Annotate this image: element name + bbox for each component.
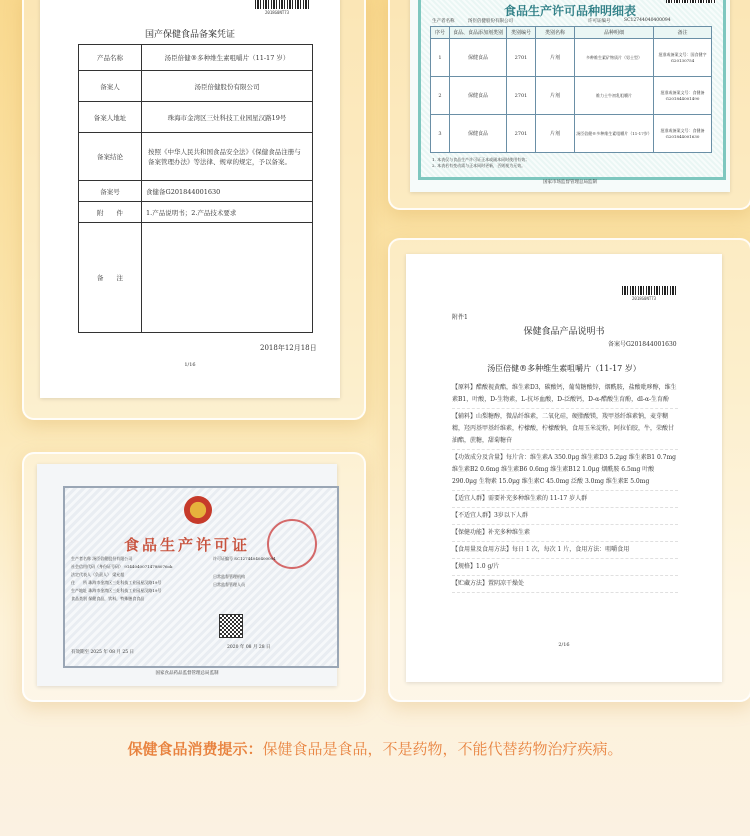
- field-label-credit-code: 社会信用代码（身份证号码）: [71, 564, 123, 569]
- food-production-license: [37, 464, 337, 686]
- section-storage: [452, 576, 678, 593]
- field-label-domicile: 住 所: [71, 580, 87, 585]
- section-unsuitable: [452, 508, 678, 525]
- cell-note: 批准或备案文号：国食健字G20130754: [654, 39, 712, 77]
- header-note: 备注: [654, 27, 712, 39]
- label-remark: 备 注: [79, 223, 142, 333]
- label-conclusion: 备案结论: [79, 133, 142, 181]
- section-text: 需要补充多种维生素的 11-17 岁人群: [488, 495, 588, 502]
- value-address: 珠海市金湾区三灶科技工业园星汉路19号: [142, 102, 313, 133]
- section-suitable: [452, 491, 678, 508]
- supervisor-label-2: 日常监督管理人员: [213, 582, 245, 587]
- cell-name: 片剂: [536, 115, 575, 153]
- manual-title: 保健食品产品说明书: [523, 327, 605, 337]
- issue-date: 2020 年 08 月 28 日: [227, 645, 271, 650]
- section-text: 每片含：维生素A 350.0μg 维生素D3 5.2μg 维生素B1 0.7mg 维生素B2 0.6mg 维生素B6 0.6mg 维生素B12 1.0μg 烟酰胺 6.5mg 叶酸 290.0μg 生物素 15.0μg 维生素C 45.0mg 泛酸 3.0mg 维生素E 5.0mg: [452, 454, 677, 485]
- section-text: 3岁以下人群: [494, 512, 528, 519]
- field-label-production-address: 生产地址: [71, 588, 87, 593]
- cell-note: 批准或备案文号：食健备G201844001630: [654, 115, 712, 153]
- license-permit-line: [213, 556, 276, 562]
- value-conclusion: 按照《中华人民共和国食品安全法》《保健食品注册与备案管理办法》等法律、规章的规定，予以备案。: [142, 133, 313, 181]
- manual-product-name: 汤臣倍健®多种维生素咀嚼片（11-17 岁）: [487, 364, 641, 373]
- cell-detail: 多种维生素矿物质片（男士型）: [575, 39, 654, 77]
- manual-sections: [452, 380, 678, 593]
- section-ingredients: [452, 380, 678, 409]
- national-emblem-icon: [184, 496, 212, 524]
- section-spec: [452, 559, 678, 576]
- section-label: 【辅料】: [452, 413, 477, 420]
- barcode-number: 2018G0NT73: [632, 296, 657, 301]
- cell-no: 1: [431, 39, 450, 77]
- registration-certificate: [40, 0, 340, 398]
- valid-label: 有效期至: [71, 650, 89, 655]
- company-label: 生产者名称: [432, 19, 455, 24]
- consumer-tip: [0, 738, 750, 759]
- tip-label: 保健食品消费提示：: [127, 740, 263, 758]
- license-permit-no: SC12744040400094: [234, 556, 276, 561]
- valid-line: [71, 649, 134, 655]
- annex-label: 附件1: [452, 314, 468, 321]
- header-no: 序号: [431, 27, 450, 39]
- cell-code: 2701: [507, 39, 536, 77]
- cell-category: 保健食品: [450, 115, 507, 153]
- field-value-domicile: 珠海市金湾区三灶科技工业园星汉路19号: [88, 580, 162, 585]
- page-number: 1/16: [184, 362, 196, 368]
- license-issuer: 国家食品药品监督管理总局监制: [155, 671, 219, 676]
- permit-label: 许可证编号: [588, 19, 611, 24]
- cell-code: 2701: [507, 115, 536, 153]
- permit-detail-sheet: [410, 0, 730, 192]
- section-label: 【食用量及食用方法】: [452, 546, 513, 553]
- header-code: 类别编号: [507, 27, 536, 39]
- section-text: 每日 1 次，每次 1 片，食用方法：咀嚼食用: [512, 546, 630, 553]
- barcode: [622, 286, 676, 295]
- section-function: [452, 525, 678, 542]
- value-registrant: 汤臣倍健股份有限公司: [142, 71, 313, 102]
- section-excipients: [452, 409, 678, 450]
- table-row: [431, 77, 712, 115]
- footnote-2: 2. 本表若有变动需与正本同时更新，否则视为无效。: [432, 163, 526, 168]
- section-usage: [452, 542, 678, 559]
- section-text: 补充多种维生素: [488, 529, 531, 536]
- section-label: 【适宜人群】: [452, 495, 489, 502]
- value-product: 汤臣倍健®多种维生素咀嚼片（11-17 岁）: [142, 45, 313, 71]
- value-attachment: 1.产品说明书；2.产品技术要求: [142, 202, 313, 223]
- cell-name: 片剂: [536, 39, 575, 77]
- field-value-credit-code: 91440400714788076ok: [124, 564, 173, 569]
- permit-detail-table: [430, 26, 712, 153]
- value-remark: [142, 223, 313, 333]
- section-label: 【功效成分及含量】: [452, 454, 507, 461]
- section-text: 置阴凉干燥处: [488, 580, 525, 587]
- section-label: 【原料】: [452, 384, 477, 391]
- value-reg-no: 食健备G201844001630: [142, 181, 313, 202]
- footnote-1: 1. 本表仅与食品生产许可证正本或副本同时使用有效；: [432, 157, 530, 162]
- label-product: 产品名称: [79, 45, 142, 71]
- permit-no: SC12744040400094: [624, 18, 671, 23]
- table-row: [431, 39, 712, 77]
- cell-detail: 汤臣倍健®多种维生素咀嚼片（11-17岁）: [575, 115, 654, 153]
- label-address: 备案人地址: [79, 102, 142, 133]
- cell-note: 批准或备案文号：食健备G201844001490: [654, 77, 712, 115]
- field-label-food-category: 食品类别: [71, 596, 87, 601]
- cell-code: 2701: [507, 77, 536, 115]
- cell-name: 片剂: [536, 77, 575, 115]
- license-fields: [71, 556, 201, 604]
- cell-no: 3: [431, 115, 450, 153]
- section-label: 【贮藏方法】: [452, 580, 489, 587]
- section-label: 【保健功能】: [452, 529, 489, 536]
- field-value-producer: 汤臣倍健股份有限公司: [92, 556, 133, 561]
- registration-title: 国产保健食品备案凭证: [144, 30, 235, 40]
- label-attachment: 附 件: [79, 202, 142, 223]
- section-label: 【不适宜人群】: [452, 512, 495, 519]
- label-reg-no: 备案号: [79, 181, 142, 202]
- barcode: [255, 0, 310, 9]
- header-name: 类别名称: [536, 27, 575, 39]
- license-title: 食品生产许可证: [123, 536, 250, 554]
- cell-detail: 维力士牛初乳咀嚼片: [575, 77, 654, 115]
- qr-code-icon: [219, 614, 243, 638]
- registration-date: 2018年12月18日: [260, 344, 317, 352]
- registration-table: [78, 44, 313, 333]
- field-value-legal-rep: 梁允超: [112, 572, 125, 577]
- field-label-legal-rep: 法定代表人（负责人）: [71, 572, 111, 577]
- cell-category: 保健食品: [450, 77, 507, 115]
- cell-category: 保健食品: [450, 39, 507, 77]
- license-permit-label: 许可证编号: [213, 556, 233, 561]
- manual-reg-no: 备案号G201844001630: [608, 341, 677, 348]
- header-category: 食品、食品添加剂类别: [450, 27, 507, 39]
- tip-text: 保健食品是食品，不是药物，不能代替药物治疗疾病。: [262, 740, 623, 758]
- header-detail: 品种明细: [575, 27, 654, 39]
- section-text: 山梨糖醇，微晶纤维素，二氧化硅，硬脂酸镁，羧甲基纤维素钠，麦芽糊精，羟丙基甲基纤维素，柠檬酸，柠檬酸钠，食用玉米淀粉，阿拉伯胶，牛，荣酸甘油酯，蔗糖，甜菊糖苷: [452, 413, 675, 444]
- company-name: 汤臣倍健股份有限公司: [468, 19, 513, 24]
- manual-page-number: 2/16: [558, 642, 570, 648]
- section-text: 醋酸视黄酯，维生素D3，碳酸钙，葡萄糖酸锌，烟酰胺，盐酸吡哆醇，维生素B1，叶酸，D-生物素，L-抗坏血酸，D-泛酸钙，D-α-醋酸生育酚，dl-α-生育酚: [452, 384, 677, 403]
- valid-until: 2025 年 08 月 25 日: [90, 650, 134, 655]
- supervisor-label: 日常监督管理机构: [213, 574, 245, 579]
- label-registrant: 备案人: [79, 71, 142, 102]
- section-content: [452, 450, 678, 491]
- field-value-food-category: 保健食品，饮料，特殊膳食食品: [88, 596, 145, 601]
- permit-detail-title: 食品生产许可品种明细表: [503, 4, 636, 18]
- issuer: 国家市场监督管理总局监制: [543, 180, 597, 185]
- barcode-number: 2018G0NT73: [265, 10, 290, 15]
- product-manual: [406, 254, 722, 682]
- section-text: 1.0 g/片: [476, 563, 500, 570]
- field-value-production-address: 珠海市金湾区三灶科技工业园星汉路19号: [88, 588, 162, 593]
- field-label-producer: 生产者名称: [71, 556, 91, 561]
- table-row: [431, 115, 712, 153]
- section-label: 【规格】: [452, 563, 477, 570]
- cell-no: 2: [431, 77, 450, 115]
